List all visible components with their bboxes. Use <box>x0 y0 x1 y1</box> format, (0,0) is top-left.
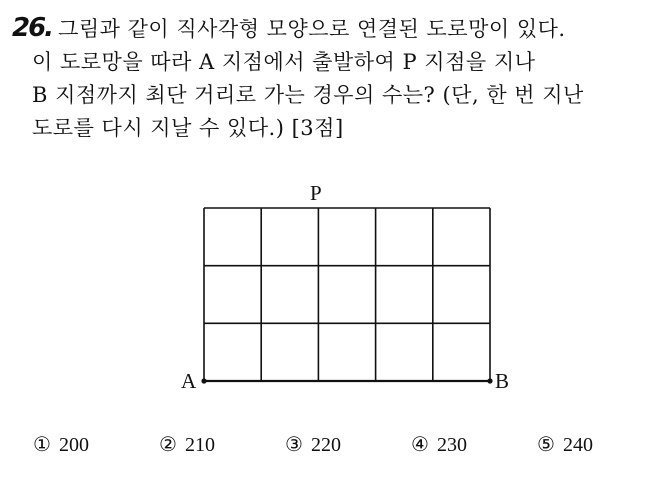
choice-5-mark: ⑤ <box>537 432 555 456</box>
choice-4-mark: ④ <box>411 432 429 456</box>
choice-1-value: 200 <box>58 434 89 456</box>
problem-text-1: 그림과 같이 직사각형 모양으로 연결된 도로망이 있다. <box>58 17 566 41</box>
choice-1-mark: ① <box>33 432 51 456</box>
problem-line-1 <box>12 12 652 46</box>
choice-1[interactable] <box>33 431 89 458</box>
choice-5[interactable] <box>537 431 593 458</box>
point-p-label: P <box>310 181 322 205</box>
choice-3[interactable] <box>285 431 341 458</box>
problem-line-2: 이 도로망을 따라 A 지점에서 출발하여 P 지점을 지나 <box>32 50 536 74</box>
choice-4-value: 230 <box>436 434 467 456</box>
point-b-label: B <box>495 369 510 393</box>
choice-2-mark: ② <box>159 432 177 456</box>
choice-2-value: 210 <box>184 434 215 456</box>
choice-3-mark: ③ <box>285 432 303 456</box>
choice-5-value: 240 <box>562 434 593 456</box>
point-a-label: A <box>181 369 197 393</box>
problem-line-4: 도로를 다시 지날 수 있다.) [3점] <box>32 116 344 140</box>
choice-4[interactable] <box>411 431 467 458</box>
problem-line-3: B 지점까지 최단 거리로 가는 경우의 수는? (단, 한 번 지난 <box>32 83 584 107</box>
point-b-dot <box>487 378 492 383</box>
choice-2[interactable] <box>159 431 215 458</box>
question-number: 26. <box>12 13 53 43</box>
point-a-dot <box>201 378 206 383</box>
answer-choices <box>0 431 664 461</box>
choice-3-value: 220 <box>310 434 341 456</box>
problem-statement <box>12 12 652 145</box>
